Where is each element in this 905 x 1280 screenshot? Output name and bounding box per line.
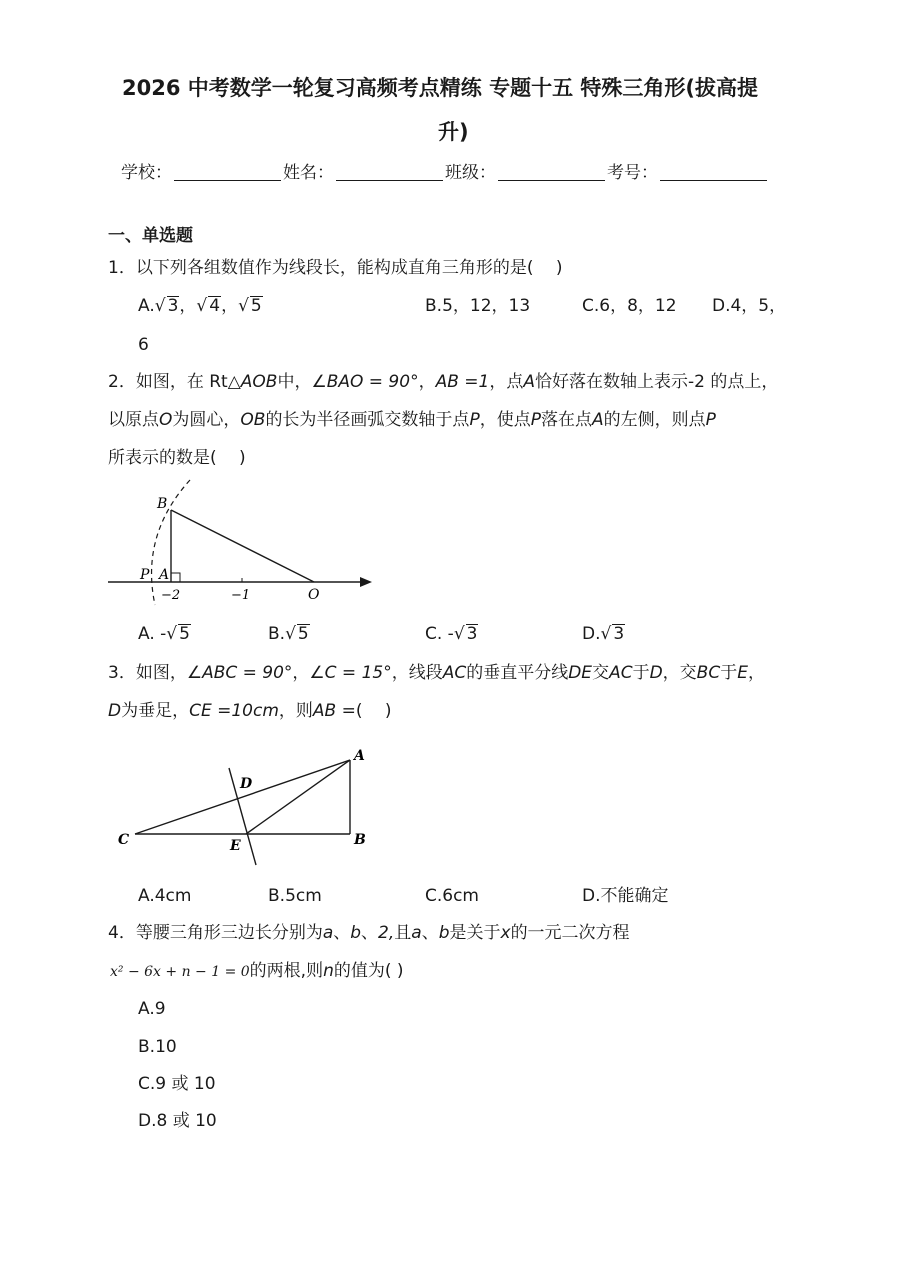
school-blank bbox=[174, 162, 281, 181]
name-label: 姓名： bbox=[283, 163, 334, 183]
section-heading: 一、单选题 bbox=[108, 226, 193, 246]
q2-figure bbox=[100, 475, 390, 615]
q3-stem-line1: 3．如图，∠ABC = 90°，∠C = 15°，线段AC的垂直平分线DE交AC于D，交BC于E， bbox=[108, 663, 765, 683]
segment-bo bbox=[171, 510, 314, 582]
q1-option-c: C.6，8，12 bbox=[582, 296, 677, 316]
q2-stem-line1: 2．如图，在 Rt△AOB中，∠BAO = 90°，AB =1，点A恰好落在数轴上表示-2 的点上， bbox=[108, 372, 779, 392]
exam-no-blank bbox=[660, 162, 767, 181]
label-o: O bbox=[308, 587, 320, 603]
q4-option-d: D.8 或 10 bbox=[138, 1111, 217, 1131]
name-blank bbox=[336, 162, 443, 181]
q4-stem-line1: 4．等腰三角形三边长分别为a、b、2,且a、b是关于x的一元二次方程 bbox=[108, 923, 630, 943]
q2-stem-line3: 所表示的数是( ) bbox=[108, 448, 246, 468]
label-d: D bbox=[240, 776, 253, 792]
tick-label-minus-one: −1 bbox=[231, 588, 251, 603]
q3-option-b: B.5cm bbox=[268, 886, 322, 906]
info-line bbox=[121, 161, 769, 185]
q4-equation: x² − 6x + n − 1 = 0 bbox=[110, 964, 250, 980]
q3-option-c: C.6cm bbox=[425, 886, 479, 906]
q2-option-a: A. -√ 5 bbox=[138, 624, 190, 644]
right-angle-mark bbox=[171, 573, 180, 582]
segment-ea bbox=[246, 760, 350, 834]
q3-option-a: A.4cm bbox=[138, 886, 192, 906]
q1-option-a: A.√ 3，√ 4，√ 5 bbox=[138, 296, 262, 316]
q3-stem-line2: D为垂足，CE =10cm，则AB =( ) bbox=[108, 701, 392, 721]
q4-option-a: A.9 bbox=[138, 999, 166, 1019]
label-c: C bbox=[118, 832, 130, 848]
q1-option-d-cont: 6 bbox=[138, 335, 149, 355]
q3-figure bbox=[110, 740, 380, 870]
q3-option-d: D.不能确定 bbox=[582, 886, 669, 906]
q1-stem: 1．以下列各组数值作为线段长，能构成直角三角形的是( ) bbox=[108, 258, 563, 278]
label-p: P bbox=[140, 567, 150, 583]
q4-stem-line2: x² − 6x + n − 1 = 0的两根,则n的值为( ) bbox=[110, 961, 404, 981]
label-a: A bbox=[159, 567, 170, 583]
q2-option-d: D.√ 3 bbox=[582, 624, 625, 644]
class-label: 班级： bbox=[445, 163, 496, 183]
segment-ca bbox=[135, 760, 350, 834]
school-label: 学校： bbox=[121, 163, 172, 183]
label-e: E bbox=[230, 838, 241, 854]
label-b: B bbox=[354, 832, 366, 848]
page-title-cont: 升) bbox=[438, 120, 469, 144]
q1-option-b: B.5，12，13 bbox=[425, 296, 531, 316]
q4-option-c: C.9 或 10 bbox=[138, 1074, 216, 1094]
q2-stem-line2: 以原点O为圆心，OB的长为半径画弧交数轴于点P，使点P落在点A的左侧，则点P bbox=[108, 410, 716, 430]
class-blank bbox=[498, 162, 605, 181]
q1-option-d: D.4，5， bbox=[712, 296, 787, 316]
q2-option-c: C. -√ 3 bbox=[425, 624, 478, 644]
q2-option-b: B.√ 5 bbox=[268, 624, 309, 644]
label-b: B bbox=[157, 496, 168, 512]
label-a: A bbox=[354, 748, 365, 764]
tick-label-minus-two: −2 bbox=[161, 588, 181, 603]
page-title: 2026 中考数学一轮复习高频考点精练 专题十五 特殊三角形(拔高提 bbox=[122, 76, 758, 100]
q4-option-b: B.10 bbox=[138, 1037, 177, 1057]
axis-arrow-icon bbox=[360, 577, 372, 587]
exam-no-label: 考号： bbox=[607, 163, 658, 183]
